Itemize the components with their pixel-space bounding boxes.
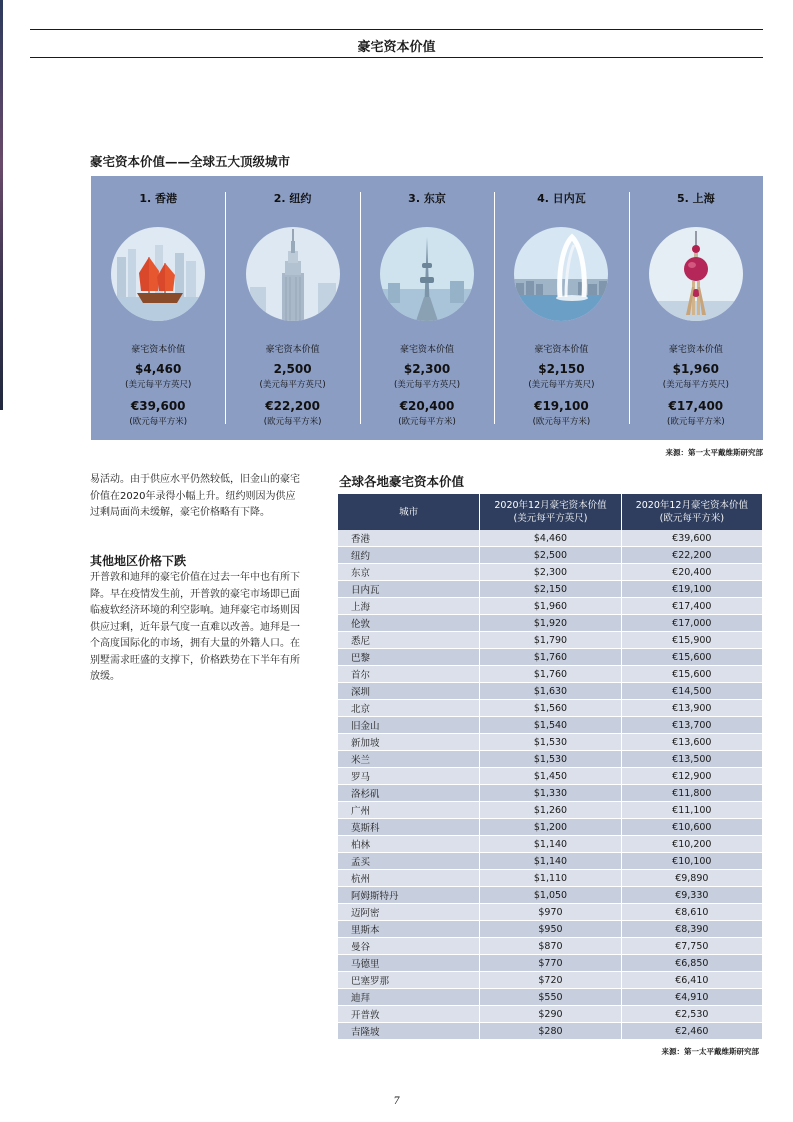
eur-value: €17,400: [668, 399, 724, 413]
cell-city: 柏林: [338, 836, 480, 853]
usd-value: $1,960: [672, 362, 719, 376]
table-row: [338, 734, 762, 751]
cell-eur-value: €2,460: [621, 1023, 762, 1040]
cell-usd-value: $970: [480, 904, 621, 921]
cell-eur-value: €17,400: [621, 598, 762, 615]
cell-city: 莫斯科: [338, 819, 480, 836]
table-row: [338, 717, 762, 734]
usd-unit: (美元每平方英尺): [259, 380, 326, 390]
cell-usd-value: $550: [480, 989, 621, 1006]
cell-usd-value: $4,460: [480, 530, 621, 547]
cell-eur-value: €22,200: [621, 547, 762, 564]
cell-usd-value: $1,050: [480, 887, 621, 904]
top-cities-source: 来源：第一太平戴维斯研究部: [665, 448, 763, 457]
cell-usd-value: $1,630: [480, 683, 621, 700]
column-header-eur-line2: (欧元每平方米): [659, 513, 725, 524]
cell-usd-value: $950: [480, 921, 621, 938]
cell-city: 曼谷: [338, 938, 480, 955]
table-row: [338, 955, 762, 972]
cell-usd-value: $770: [480, 955, 621, 972]
body-paragraph-1: 易活动。由于供应水平仍然较低，旧金山的豪宅价值在2020年录得小幅上升。纽约则因为供应过剩局面尚未缓解，豪宅价格略有下降。: [90, 474, 300, 518]
eur-value: €19,100: [534, 399, 589, 413]
cell-city: 吉隆坡: [338, 1023, 480, 1040]
global-table-source: 来源：第一太平戴维斯研究部: [661, 1047, 759, 1056]
cell-eur-value: €15,900: [621, 632, 762, 649]
table-row: [338, 785, 762, 802]
cell-city: 上海: [338, 598, 480, 615]
cell-usd-value: $2,300: [480, 564, 621, 581]
cell-usd-value: $1,330: [480, 785, 621, 802]
cell-city: 香港: [338, 530, 480, 547]
column-header-eur: [621, 494, 762, 530]
eur-unit: (欧元每平方米): [532, 417, 591, 427]
city-card-new-york: [225, 176, 359, 440]
cell-eur-value: €8,610: [621, 904, 762, 921]
column-header-usd-line1: 2020年12月豪宅资本价值: [494, 500, 607, 511]
tokyo-skytree-illustration: [380, 227, 474, 321]
table-row: [338, 904, 762, 921]
table-row: [338, 564, 762, 581]
cell-usd-value: $1,760: [480, 649, 621, 666]
cell-city: 阿姆斯特丹: [338, 887, 480, 904]
cell-usd-value: $1,110: [480, 870, 621, 887]
capital-value-label: 豪宅资本价值: [668, 345, 723, 355]
eur-value: €20,400: [399, 399, 455, 413]
usd-value: 2,500: [273, 362, 312, 376]
left-edge-image-strip: [0, 0, 3, 410]
usd-value: $4,460: [135, 362, 182, 376]
cell-eur-value: €19,100: [621, 581, 762, 598]
hong-kong-junk-illustration: [111, 227, 205, 321]
capital-value-label: 豪宅资本价值: [265, 345, 320, 355]
cell-city: 马德里: [338, 955, 480, 972]
cell-city: 伦敦: [338, 615, 480, 632]
cell-eur-value: €14,500: [621, 683, 762, 700]
page-number: 7: [393, 1096, 400, 1107]
city-card-shanghai: [629, 176, 763, 440]
cell-usd-value: $2,150: [480, 581, 621, 598]
cell-usd-value: $1,540: [480, 717, 621, 734]
usd-unit: (美元每平方英尺): [125, 380, 192, 390]
cell-city: 旧金山: [338, 717, 480, 734]
city-card-hong-kong: [91, 176, 225, 440]
table-row: [338, 972, 762, 989]
cell-usd-value: $290: [480, 1006, 621, 1023]
cell-city: 巴塞罗那: [338, 972, 480, 989]
cell-eur-value: €17,000: [621, 615, 762, 632]
header-top-rule: [30, 29, 763, 30]
cell-usd-value: $1,560: [480, 700, 621, 717]
usd-value: $2,150: [538, 362, 585, 376]
cell-city: 纽约: [338, 547, 480, 564]
cell-city: 悉尼: [338, 632, 480, 649]
table-row: [338, 547, 762, 564]
usd-unit: (美元每平方英尺): [528, 380, 595, 390]
city-card-name: 2. 纽约: [273, 192, 312, 205]
table-row: [338, 938, 762, 955]
table-row: [338, 649, 762, 666]
table-row: [338, 632, 762, 649]
table-row: [338, 802, 762, 819]
cell-eur-value: €10,200: [621, 836, 762, 853]
city-card-geneva: [494, 176, 628, 440]
header-bottom-rule: [30, 57, 763, 58]
cell-eur-value: €15,600: [621, 649, 762, 666]
table-row: [338, 887, 762, 904]
cell-eur-value: €9,890: [621, 870, 762, 887]
capital-value-label: 豪宅资本价值: [534, 345, 589, 355]
cell-eur-value: €8,390: [621, 921, 762, 938]
cell-city: 日内瓦: [338, 581, 480, 598]
eur-unit: (欧元每平方米): [398, 417, 456, 427]
table-row: [338, 921, 762, 938]
cell-eur-value: €6,410: [621, 972, 762, 989]
cell-eur-value: €9,330: [621, 887, 762, 904]
cell-eur-value: €13,500: [621, 751, 762, 768]
new-york-empire-state-illustration: [246, 227, 340, 321]
table-row: [338, 598, 762, 615]
cell-eur-value: €7,750: [621, 938, 762, 955]
table-row: [338, 989, 762, 1006]
cell-city: 洛杉矶: [338, 785, 480, 802]
page-title: 豪宅资本价值: [357, 40, 436, 55]
table-row: [338, 768, 762, 785]
cell-city: 东京: [338, 564, 480, 581]
table-body: [338, 530, 762, 1040]
cell-usd-value: $1,140: [480, 836, 621, 853]
capital-value-label: 豪宅资本价值: [131, 345, 186, 355]
table-row: [338, 615, 762, 632]
cell-eur-value: €13,600: [621, 734, 762, 751]
cell-eur-value: €11,100: [621, 802, 762, 819]
eur-unit: (欧元每平方米): [129, 417, 188, 427]
table-row: [338, 581, 762, 598]
cell-usd-value: $1,920: [480, 615, 621, 632]
cell-city: 米兰: [338, 751, 480, 768]
table-row: [338, 1023, 762, 1040]
cell-city: 迪拜: [338, 989, 480, 1006]
cell-usd-value: $1,960: [480, 598, 621, 615]
cell-eur-value: €6,850: [621, 955, 762, 972]
usd-unit: (美元每平方英尺): [662, 380, 729, 390]
table-row: [338, 870, 762, 887]
cell-eur-value: €15,600: [621, 666, 762, 683]
city-card-name: 5. 上海: [676, 192, 715, 205]
column-header-usd: [480, 494, 621, 530]
section-heading-other-regions: 其他地区价格下跌: [90, 554, 187, 568]
cell-eur-value: €2,530: [621, 1006, 762, 1023]
table-row: [338, 751, 762, 768]
table-row: [338, 666, 762, 683]
cell-eur-value: €39,600: [621, 530, 762, 547]
cell-city: 巴黎: [338, 649, 480, 666]
table-row: [338, 836, 762, 853]
top-five-cities-panel: [91, 176, 763, 440]
cell-usd-value: $2,500: [480, 547, 621, 564]
cell-city: 罗马: [338, 768, 480, 785]
cell-city: 深圳: [338, 683, 480, 700]
cell-usd-value: $1,790: [480, 632, 621, 649]
cell-city: 迈阿密: [338, 904, 480, 921]
global-table-title: 全球各地豪宅资本价值: [339, 474, 465, 489]
cell-usd-value: $1,530: [480, 751, 621, 768]
cell-usd-value: $870: [480, 938, 621, 955]
body-paragraph-2: 开普敦和迪拜的豪宅价值在过去一年中也有所下降。早在疫情发生前，开普敦的豪宅市场即已面临疲软经济环境的利空影响。迪拜豪宅市场则因供应过剩，近年景气度一直难以改善。迪拜是一个高度国际化的市场，拥有大量的外籍人口。在别墅需求旺盛的支撑下，价格跌势在下半年有所放缓。: [90, 572, 300, 682]
table-row: [338, 700, 762, 717]
cell-eur-value: €12,900: [621, 768, 762, 785]
table-header-row: [338, 494, 762, 530]
table-row: [338, 853, 762, 870]
cell-eur-value: €4,910: [621, 989, 762, 1006]
column-header-city: 城市: [338, 494, 480, 530]
city-card-name: 1. 香港: [139, 192, 178, 205]
city-card-name: 4. 日内瓦: [537, 192, 586, 205]
cell-usd-value: $1,140: [480, 853, 621, 870]
cell-usd-value: $720: [480, 972, 621, 989]
city-card-name: 3. 东京: [408, 192, 446, 205]
cell-city: 孟买: [338, 853, 480, 870]
cell-city: 开普敦: [338, 1006, 480, 1023]
usd-unit: (美元每平方英尺): [393, 380, 461, 390]
global-values-table: [338, 494, 762, 1040]
shanghai-pearl-tower-illustration: [649, 227, 743, 321]
cell-usd-value: $1,260: [480, 802, 621, 819]
cell-city: 杭州: [338, 870, 480, 887]
cell-city: 里斯本: [338, 921, 480, 938]
cell-city: 北京: [338, 700, 480, 717]
eur-unit: (欧元每平方米): [667, 417, 725, 427]
cell-city: 广州: [338, 802, 480, 819]
cell-usd-value: $1,760: [480, 666, 621, 683]
cell-eur-value: €13,900: [621, 700, 762, 717]
eur-unit: (欧元每平方米): [263, 417, 322, 427]
cell-usd-value: $1,450: [480, 768, 621, 785]
cell-city: 首尔: [338, 666, 480, 683]
cell-usd-value: $1,530: [480, 734, 621, 751]
cell-eur-value: €10,600: [621, 819, 762, 836]
column-header-usd-line2: (美元每平方英尺): [513, 513, 588, 524]
table-row: [338, 819, 762, 836]
column-header-eur-line1: 2020年12月豪宅资本价值: [635, 500, 748, 511]
usd-value: $2,300: [403, 362, 451, 376]
table-row: [338, 683, 762, 700]
cell-eur-value: €20,400: [621, 564, 762, 581]
cell-eur-value: €13,700: [621, 717, 762, 734]
geneva-jet-deau-illustration: [514, 227, 608, 321]
cell-city: 新加坡: [338, 734, 480, 751]
eur-value: €39,600: [130, 399, 186, 413]
cell-eur-value: €10,100: [621, 853, 762, 870]
top-cities-title: 豪宅资本价值——全球五大顶级城市: [90, 154, 291, 169]
eur-value: €22,200: [265, 399, 320, 413]
capital-value-label: 豪宅资本价值: [400, 345, 455, 355]
cell-usd-value: $280: [480, 1023, 621, 1040]
city-card-tokyo: [360, 176, 494, 440]
table-row: [338, 530, 762, 547]
cell-eur-value: €11,800: [621, 785, 762, 802]
table-row: [338, 1006, 762, 1023]
cell-usd-value: $1,200: [480, 819, 621, 836]
